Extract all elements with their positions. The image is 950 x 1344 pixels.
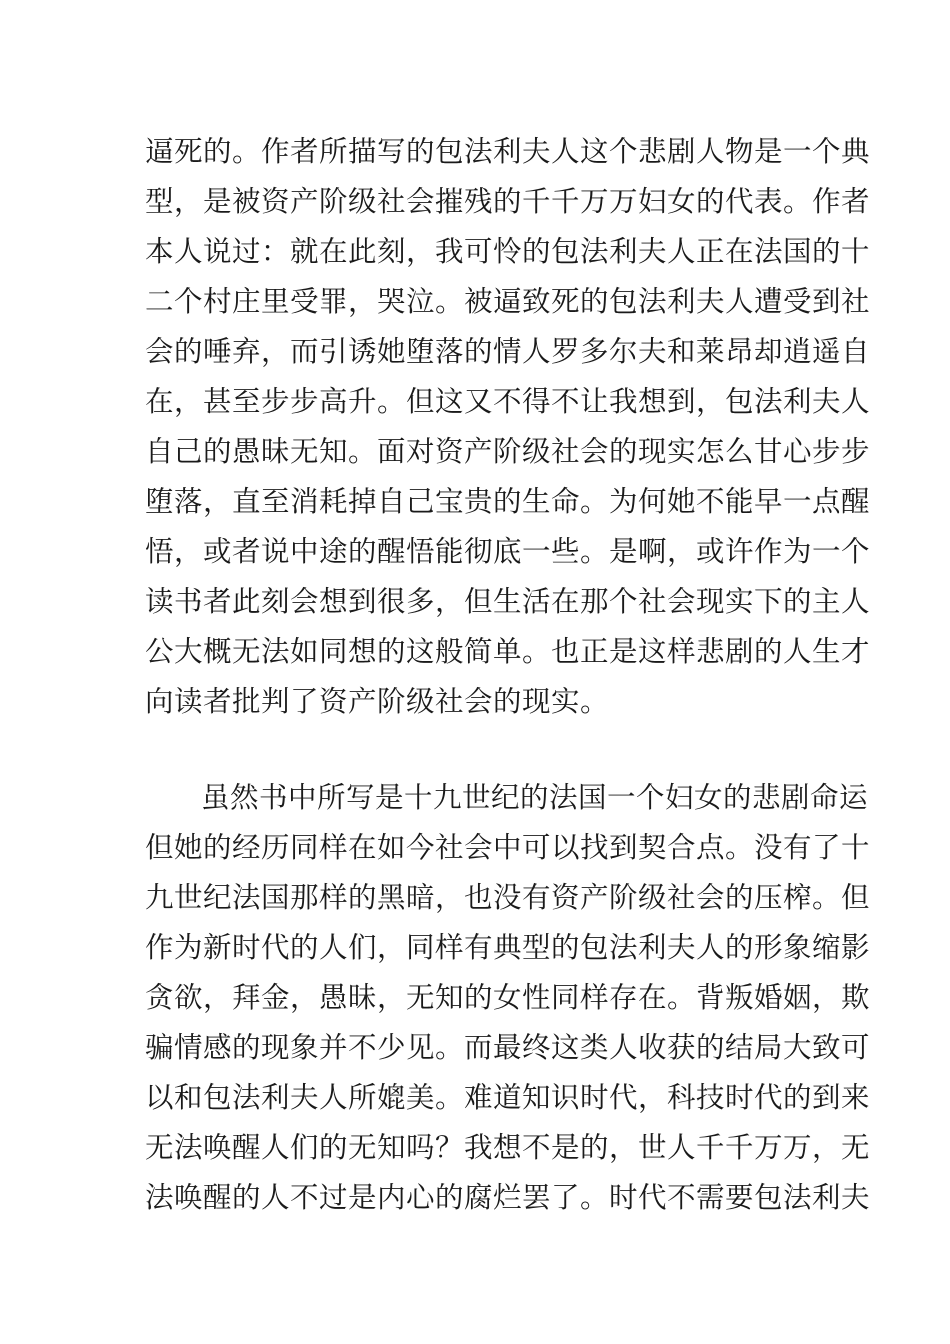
text-line: 作为新时代的人们，同样有典型的包法利夫人的形象缩影 xyxy=(145,931,871,964)
text-line: 逼死的。作者所描写的包法利夫人这个悲剧人物是一个典 xyxy=(145,135,871,168)
text-line: 自己的愚昧无知。面对资产阶级社会的现实怎么甘心步步 xyxy=(145,435,871,468)
text-line: 九世纪法国那样的黑暗，也没有资产阶级社会的压榨。但 xyxy=(145,881,871,914)
text-line: 贪欲，拜金，愚昧，无知的女性同样存在。背叛婚姻，欺 xyxy=(145,981,871,1014)
text-line: 读书者此刻会想到很多，但生活在那个社会现实下的主人 xyxy=(145,585,871,618)
text-line: 在，甚至步步高升。但这又不得不让我想到，包法利夫人 xyxy=(145,385,871,418)
text-line-indented: 虽然书中所写是十九世纪的法国一个妇女的悲剧命运 xyxy=(201,781,869,814)
text-line: 堕落，直至消耗掉自己宝贵的生命。为何她不能早一点醒 xyxy=(145,485,871,518)
text-line: 二个村庄里受罪，哭泣。被逼致死的包法利夫人遭受到社 xyxy=(145,285,871,318)
text-line: 本人说过：就在此刻，我可怜的包法利夫人正在法国的十 xyxy=(145,235,871,268)
text-line: 以和包法利夫人所媲美。难道知识时代，科技时代的到来 xyxy=(145,1081,871,1114)
text-line: 会的唾弃，而引诱她堕落的情人罗多尔夫和莱昂却逍遥自 xyxy=(145,335,871,368)
text-line: 无法唤醒人们的无知吗？我想不是的，世人千千万万，无 xyxy=(145,1131,871,1164)
text-line: 型，是被资产阶级社会摧残的千千万万妇女的代表。作者 xyxy=(145,185,871,218)
text-line: 法唤醒的人不过是内心的腐烂罢了。时代不需要包法利夫 xyxy=(145,1181,871,1214)
text-line: 悟，或者说中途的醒悟能彻底一些。是啊，或许作为一个 xyxy=(145,535,871,568)
text-line: 向读者批判了资产阶级社会的现实。 xyxy=(145,685,610,718)
text-line: 但她的经历同样在如今社会中可以找到契合点。没有了十 xyxy=(145,831,871,864)
text-line: 公大概无法如同想的这般简单。也正是这样悲剧的人生才 xyxy=(145,635,871,668)
text-line: 骗情感的现象并不少见。而最终这类人收获的结局大致可 xyxy=(145,1031,871,1064)
